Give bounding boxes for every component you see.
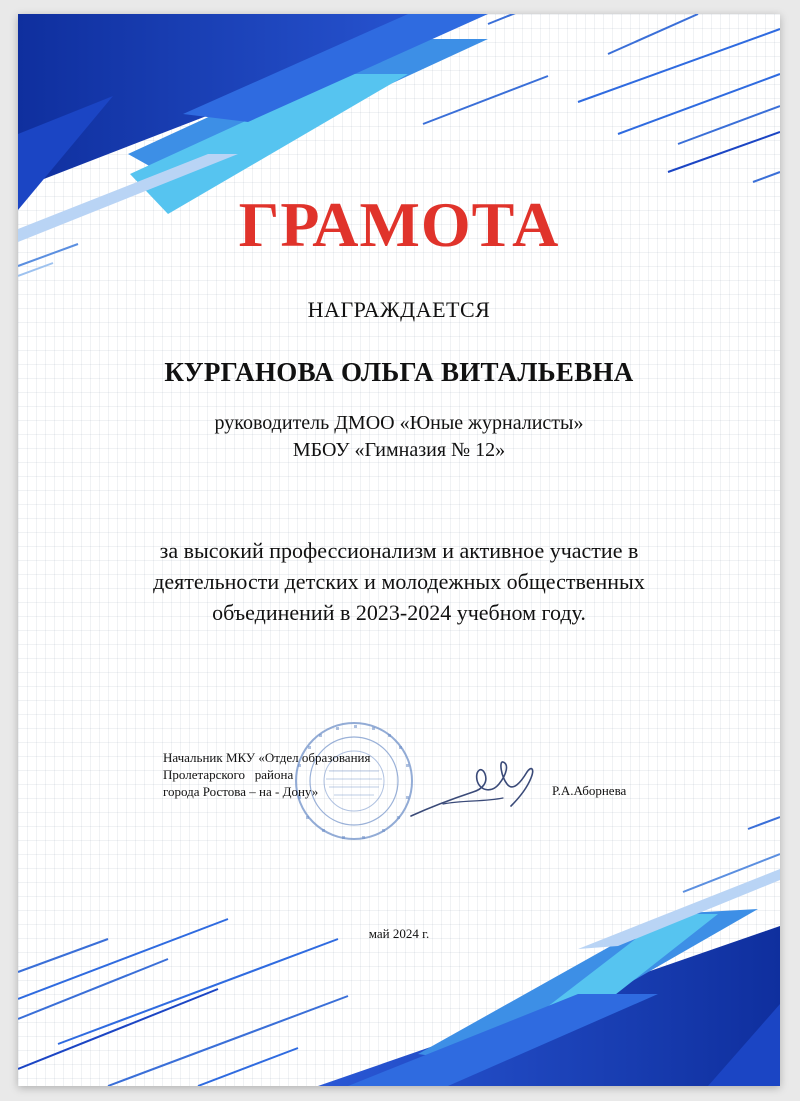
- signatory-position: [163, 749, 370, 800]
- certificate-page: [18, 14, 780, 1086]
- signatory-position-line: города Ростова – на - Дону»: [163, 784, 319, 799]
- recipient-role-line: МБОУ «Гимназия № 12»: [292, 439, 506, 461]
- signatory-position-line: Начальник МКУ «Отдел образования: [163, 750, 371, 765]
- award-reason-line: деятельности детских и молодежных общественных: [153, 569, 645, 594]
- certificate-title: ГРАМОТА: [238, 189, 560, 260]
- award-reason-line: объединений в 2023-2024 учебном году.: [212, 600, 586, 625]
- recipient-role: [18, 410, 780, 464]
- recipient-role-line: руководитель ДМОО «Юные журналисты»: [214, 412, 584, 434]
- recipient-name: КУРГАНОВА ОЛЬГА ВИТАЛЬЕВНА: [164, 357, 634, 387]
- signatory-name: Р.А.Аборнева: [552, 783, 627, 798]
- signatory-position-line: Пролетарского района: [163, 767, 294, 782]
- awarded-label: НАГРАЖДАЕТСЯ: [307, 297, 491, 322]
- handwritten-signature: [403, 754, 553, 824]
- award-reason: [18, 535, 780, 628]
- award-reason-line: за высокий профессионализм и активное участие в: [159, 538, 639, 563]
- certificate-date: май 2024 г.: [368, 926, 430, 941]
